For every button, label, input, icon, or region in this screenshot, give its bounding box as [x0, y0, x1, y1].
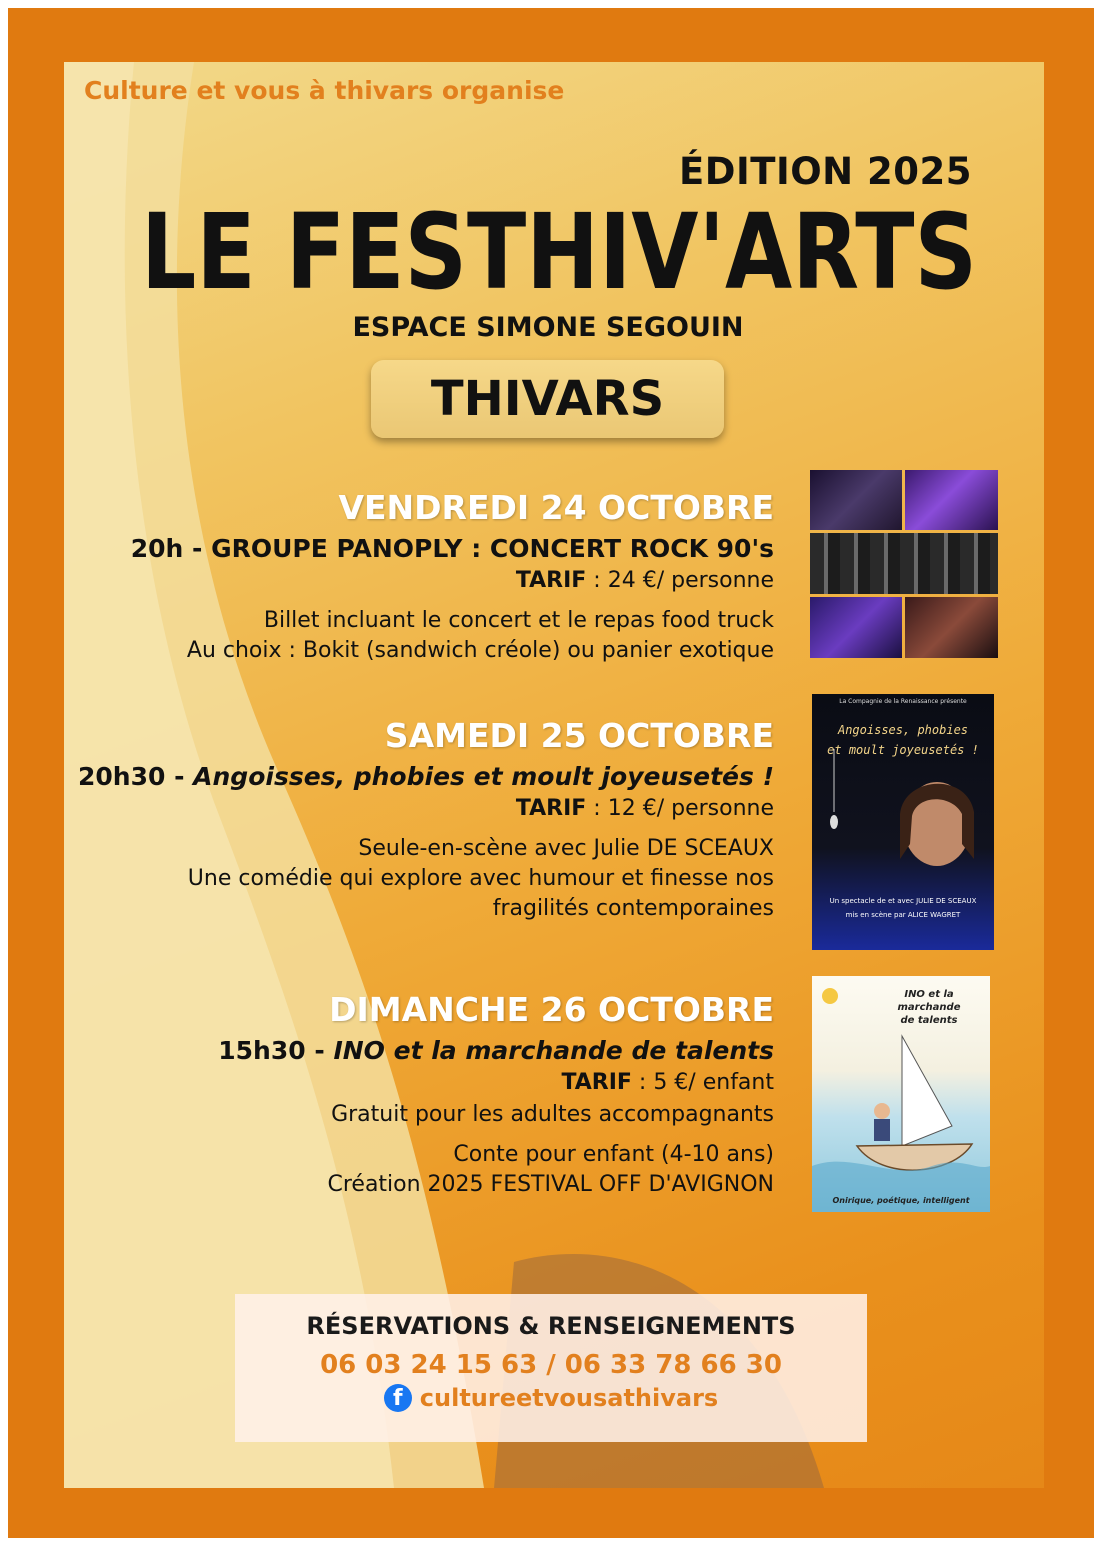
event-show: INO et la marchande de talents	[333, 1036, 774, 1065]
tariff-label: TARIF	[515, 568, 587, 593]
poster-credit-line: mis en scène par ALICE WAGRET	[845, 911, 961, 919]
description-line: Une comédie qui explore avec humour et finesse nos	[187, 866, 774, 891]
poster	[64, 62, 1044, 1488]
tariff-label: TARIF	[561, 1070, 632, 1095]
description-line: Au choix : Bokit (sandwich créole) ou panier exotique	[186, 638, 774, 663]
city-badge	[371, 360, 724, 438]
event-headline	[131, 532, 774, 566]
event-headline	[78, 760, 774, 794]
description-line: Seule-en-scène avec Julie DE SCEAUX	[358, 836, 774, 861]
event-samedi	[78, 716, 774, 924]
event-description	[218, 1100, 774, 1200]
phone-numbers[interactable]: 06 03 24 15 63 / 06 33 78 66 30	[320, 1350, 782, 1380]
poster-title-line: et moult joyeusetés !	[827, 743, 979, 757]
poster-title-line: INO et la marchande	[897, 989, 961, 1013]
price-value: : 5 €/ enfant	[631, 1070, 774, 1095]
concert-photo	[810, 597, 902, 658]
organiser-text: Culture et vous à thivars organise	[84, 76, 565, 105]
venue-name: ESPACE SIMONE SEGOUIN	[352, 312, 744, 343]
event-headline	[218, 1034, 774, 1068]
event-description	[78, 834, 774, 924]
samedi-show-poster	[812, 694, 994, 950]
facebook-link[interactable]	[235, 1384, 867, 1412]
festival-title-text: LE FESTHIV'ARTS	[141, 191, 977, 313]
description-line: fragilités contemporaines	[492, 896, 774, 921]
concert-photo	[810, 470, 902, 530]
event-day: DIMANCHE 26 OCTOBRE	[329, 990, 774, 1029]
poster-illustration	[812, 976, 990, 1212]
description-line: Billet incluant le concert et le repas food truck	[263, 608, 774, 633]
reservations-box	[235, 1294, 867, 1442]
event-vendredi	[131, 488, 774, 666]
facebook-handle: cultureetvousathivars	[419, 1384, 719, 1412]
edition-label: ÉDITION 2025	[678, 150, 972, 193]
event-time: 20h -	[130, 534, 212, 563]
poster-company: La Compagnie de la Renaissance présente	[839, 698, 967, 705]
concert-photo	[905, 470, 998, 530]
event-price	[131, 566, 774, 596]
event-description	[131, 606, 774, 666]
city-name: THIVARS	[430, 371, 665, 427]
poster-tagline: Onirique, poétique, intelligent	[832, 1196, 970, 1205]
event-show: GROUPE PANOPLY : CONCERT ROCK 90's	[211, 534, 774, 563]
description-line: Gratuit pour les adultes accompagnants	[331, 1102, 774, 1127]
poster-credit-line: Un spectacle de et avec JULIE DE SCEAUX	[829, 897, 977, 905]
price-value: : 12 €/ personne	[586, 796, 774, 821]
event-dimanche	[218, 990, 774, 1200]
event-time: 20h30 -	[77, 762, 194, 791]
event-price	[218, 1068, 774, 1098]
event-price	[78, 794, 774, 824]
poster-credits	[812, 894, 994, 922]
price-value: : 24 €/ personne	[586, 568, 774, 593]
dimanche-show-poster	[812, 976, 990, 1212]
concert-photo	[810, 533, 998, 594]
poster-title-line: de talents	[900, 1015, 958, 1026]
concert-photo	[905, 597, 998, 658]
description-line: Création 2025 FESTIVAL OFF D'AVIGNON	[327, 1172, 774, 1197]
event-day: VENDREDI 24 OCTOBRE	[338, 488, 774, 527]
tariff-label: TARIF	[515, 796, 587, 821]
facebook-icon: f	[384, 1384, 412, 1412]
event-time: 15h30 -	[218, 1036, 334, 1065]
reservations-title: RÉSERVATIONS & RENSEIGNEMENTS	[306, 1312, 796, 1340]
event-show: Angoisses, phobies et moult joyeusetés !	[193, 762, 774, 791]
festival-title	[134, 191, 984, 313]
event-day: SAMEDI 25 OCTOBRE	[384, 716, 774, 755]
poster-title-line: Angoisses, phobies	[837, 723, 969, 737]
description-line: Conte pour enfant (4-10 ans)	[453, 1142, 774, 1167]
